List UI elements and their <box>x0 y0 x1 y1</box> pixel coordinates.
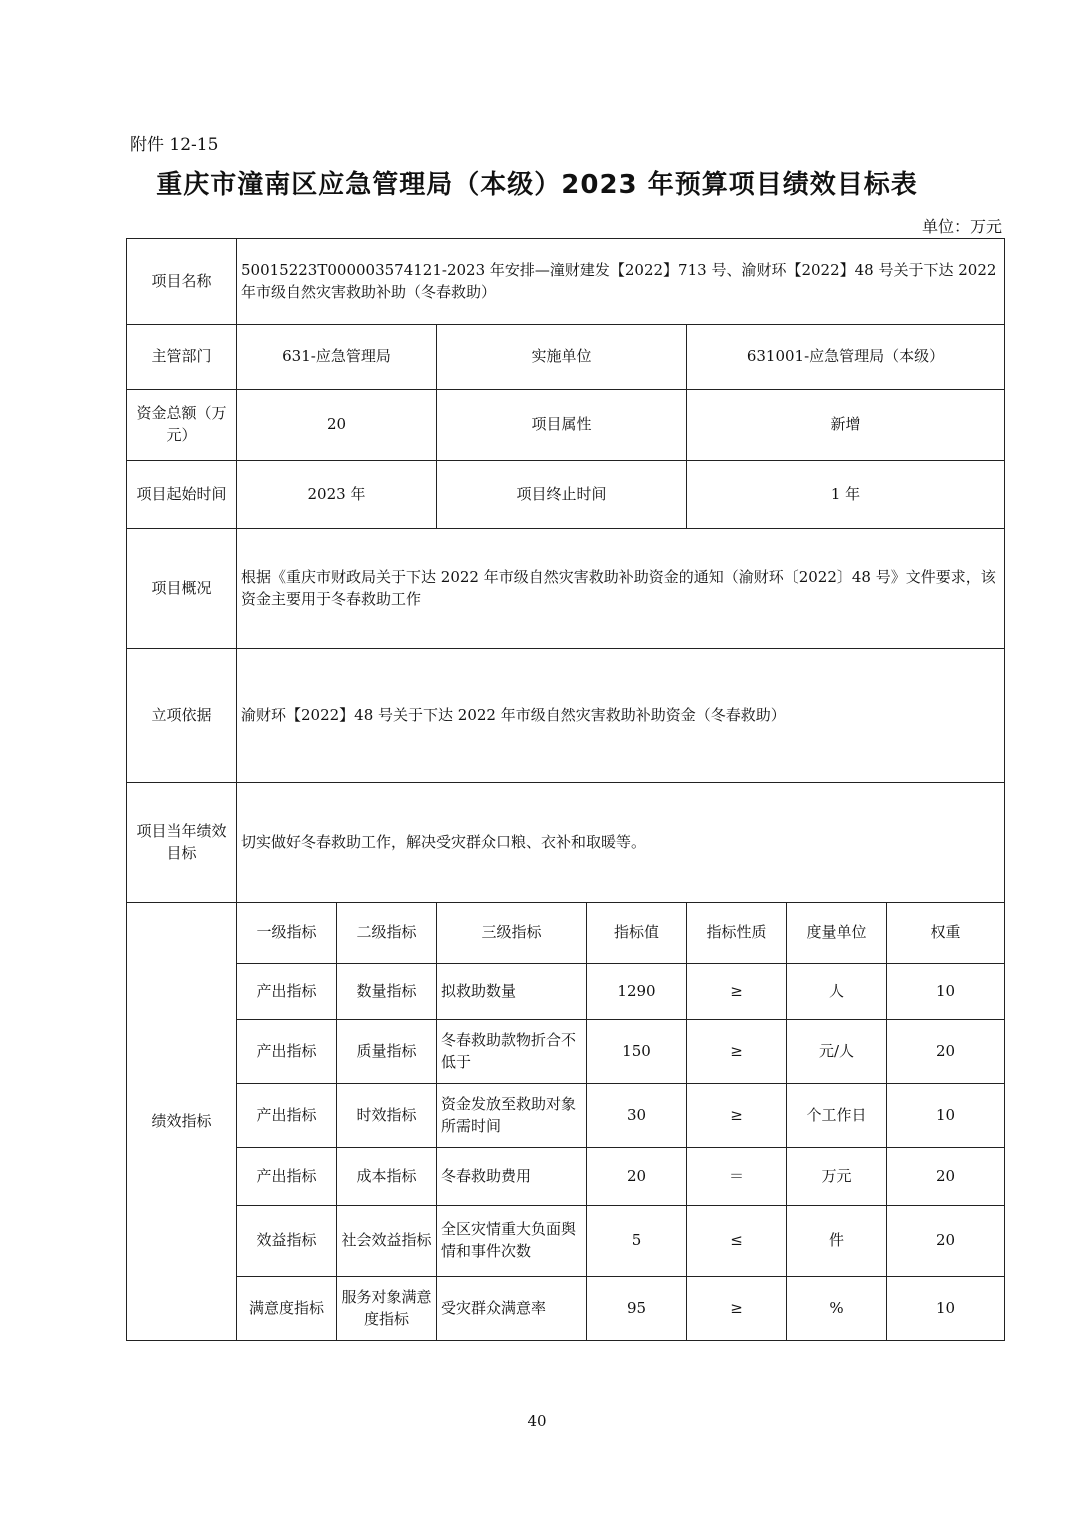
impl-label: 实施单位 <box>437 325 687 390</box>
start-label: 项目起始时间 <box>127 461 237 529</box>
perf-cell: ≥ <box>687 964 787 1020</box>
perf-header-cell: 三级指标 <box>437 903 587 964</box>
fund-label: 资金总额（万元） <box>127 390 237 461</box>
perf-cell: 10 <box>887 1084 1005 1148</box>
perf-cell: 产出指标 <box>237 1020 337 1084</box>
perf-cell: 20 <box>587 1148 687 1206</box>
impl-value: 631001-应急管理局（本级） <box>687 325 1005 390</box>
overview-label: 项目概况 <box>127 529 237 649</box>
perf-cell: 产出指标 <box>237 1148 337 1206</box>
performance-target-table <box>126 238 1005 1341</box>
end-label: 项目终止时间 <box>437 461 687 529</box>
perf-cell: 满意度指标 <box>237 1277 337 1341</box>
attr-value: 新增 <box>687 390 1005 461</box>
perf-cell: ＝ <box>687 1148 787 1206</box>
perf-header-cell: 一级指标 <box>237 903 337 964</box>
basis-label: 立项依据 <box>127 649 237 783</box>
attachment-label: 附件 12-15 <box>130 135 219 155</box>
project-name-row <box>127 239 1005 325</box>
perf-cell: 个工作日 <box>787 1084 887 1148</box>
perf-row <box>127 1020 1005 1084</box>
perf-row <box>127 1084 1005 1148</box>
perf-cell: 10 <box>887 964 1005 1020</box>
perf-cell: 拟救助数量 <box>437 964 587 1020</box>
start-value: 2023 年 <box>237 461 437 529</box>
perf-cell: 20 <box>887 1206 1005 1277</box>
perf-cell: 95 <box>587 1277 687 1341</box>
perf-row <box>127 1148 1005 1206</box>
dept-label: 主管部门 <box>127 325 237 390</box>
goal-label: 项目当年绩效目标 <box>127 783 237 903</box>
perf-cell: 质量指标 <box>337 1020 437 1084</box>
perf-cell: 全区灾情重大负面舆情和事件次数 <box>437 1206 587 1277</box>
goal-row <box>127 783 1005 903</box>
perf-cell: 30 <box>587 1084 687 1148</box>
attr-label: 项目属性 <box>437 390 687 461</box>
perf-cell: 冬春救助款物折合不低于 <box>437 1020 587 1084</box>
perf-header-cell: 度量单位 <box>787 903 887 964</box>
fund-row <box>127 390 1005 461</box>
perf-cell: 效益指标 <box>237 1206 337 1277</box>
perf-cell: 元/人 <box>787 1020 887 1084</box>
perf-cell: 20 <box>887 1020 1005 1084</box>
perf-header-cell: 指标值 <box>587 903 687 964</box>
perf-cell: 万元 <box>787 1148 887 1206</box>
perf-cell: 冬春救助费用 <box>437 1148 587 1206</box>
perf-cell: ≥ <box>687 1020 787 1084</box>
perf-cell: 1290 <box>587 964 687 1020</box>
goal-value: 切实做好冬春救助工作，解决受灾群众口粮、衣补和取暖等。 <box>237 783 1005 903</box>
perf-header-row <box>127 903 1005 964</box>
unit-label: 单位：万元 <box>921 217 1002 236</box>
dept-row <box>127 325 1005 390</box>
perf-cell: 社会效益指标 <box>337 1206 437 1277</box>
basis-row <box>127 649 1005 783</box>
page-title: 重庆市潼南区应急管理局（本级）2023 年预算项目绩效目标表 <box>156 170 918 200</box>
perf-label: 绩效指标 <box>127 903 237 1341</box>
perf-header-cell: 权重 <box>887 903 1005 964</box>
perf-cell: 产出指标 <box>237 1084 337 1148</box>
page-number: 40 <box>527 1412 547 1430</box>
perf-cell: 150 <box>587 1020 687 1084</box>
perf-row <box>127 1206 1005 1277</box>
perf-cell: ≥ <box>687 1084 787 1148</box>
fund-value: 20 <box>237 390 437 461</box>
basis-value: 渝财环【2022】48 号关于下达 2022 年市级自然灾害救助补助资金（冬春救助） <box>237 649 1005 783</box>
project-name-value: 50015223T000003574121-2023 年安排—潼财建发【2022】713 号、渝财环【2022】48 号关于下达 2022 年市级自然灾害救助补助（冬春救助） <box>237 239 1005 325</box>
perf-cell: 5 <box>587 1206 687 1277</box>
perf-cell: 10 <box>887 1277 1005 1341</box>
project-name-label: 项目名称 <box>127 239 237 325</box>
perf-cell: 件 <box>787 1206 887 1277</box>
perf-row <box>127 964 1005 1020</box>
perf-cell: 时效指标 <box>337 1084 437 1148</box>
perf-cell: ≤ <box>687 1206 787 1277</box>
perf-header-cell: 二级指标 <box>337 903 437 964</box>
end-value: 1 年 <box>687 461 1005 529</box>
overview-value: 根据《重庆市财政局关于下达 2022 年市级自然灾害救助补助资金的通知（渝财环〔2022〕48 号》文件要求，该资金主要用于冬春救助工作 <box>237 529 1005 649</box>
dept-value: 631-应急管理局 <box>237 325 437 390</box>
overview-row <box>127 529 1005 649</box>
perf-cell: 产出指标 <box>237 964 337 1020</box>
perf-cell: 人 <box>787 964 887 1020</box>
perf-cell: ≥ <box>687 1277 787 1341</box>
perf-cell: 20 <box>887 1148 1005 1206</box>
perf-cell: 成本指标 <box>337 1148 437 1206</box>
perf-header-cell: 指标性质 <box>687 903 787 964</box>
time-row <box>127 461 1005 529</box>
perf-cell: 数量指标 <box>337 964 437 1020</box>
perf-cell: 资金发放至救助对象所需时间 <box>437 1084 587 1148</box>
perf-cell: 服务对象满意度指标 <box>337 1277 437 1341</box>
perf-cell: % <box>787 1277 887 1341</box>
perf-cell: 受灾群众满意率 <box>437 1277 587 1341</box>
perf-row <box>127 1277 1005 1341</box>
